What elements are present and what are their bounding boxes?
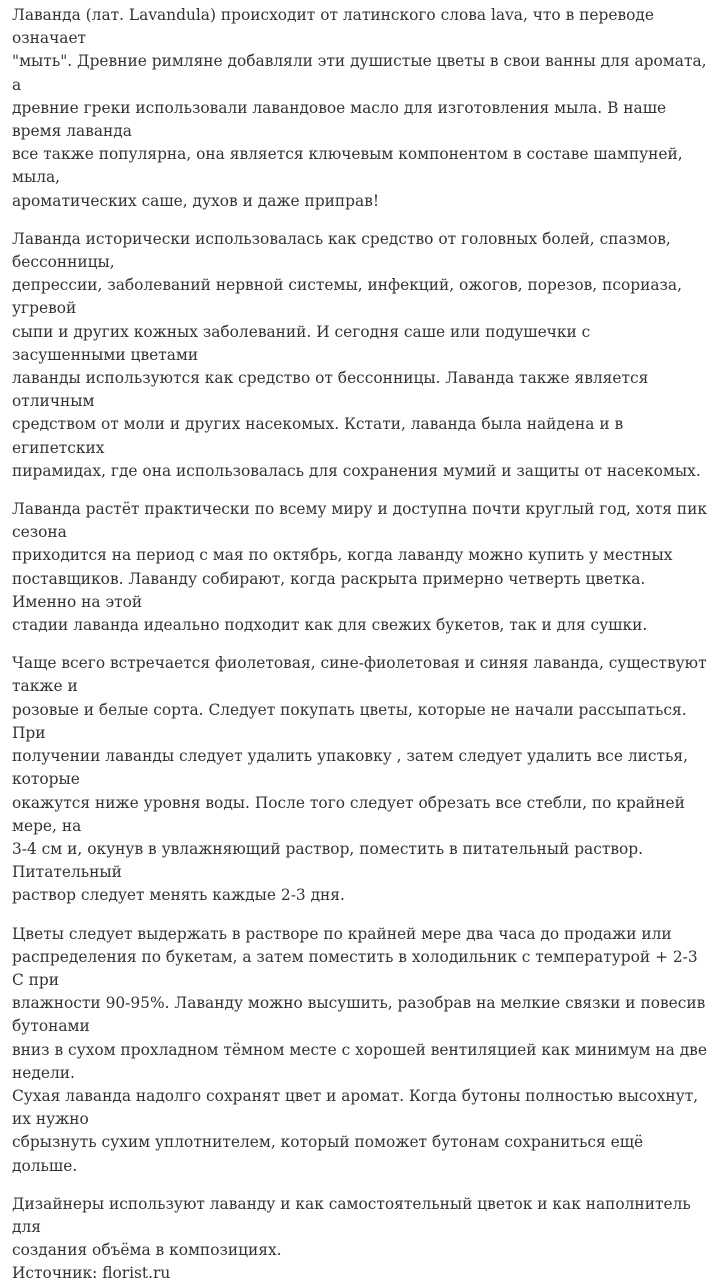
text-line: Чаще всего встречается фиолетовая, сине-фиолетовая и синяя лаванда, существуют также и	[12, 654, 707, 696]
paragraph-designers	[12, 1193, 708, 1263]
text-line: все также популярна, она является ключевым компонентом в составе шампуней, мыла,	[12, 145, 683, 187]
text-line: Дизайнеры используют лаванду и как самостоятельный цветок и как наполнитель для	[12, 1194, 691, 1236]
text-line: Лаванда (лат. Lavandula) происходит от латинского слова lava, что в переводе означает	[12, 6, 654, 48]
text-line: лаванды используются как средство от бессонницы. Лаванда также является отличным	[12, 369, 649, 411]
text-line: окажутся ниже уровня воды. После того следует обрезать все стебли, по крайней мере, на	[12, 793, 685, 835]
text-line: древние греки использовали лавандовое масло для изготовления мыла. В наше время лаванда	[12, 98, 667, 141]
text-line: распределения по букетам, а затем поместить в холодильник с температурой + 2-3 С при	[12, 947, 698, 989]
text-line: сыпи и других кожных заболеваний. И сегодня саше или подушечки с засушенными цветами	[12, 322, 591, 364]
text-line: розовые и белые сорта. Следует покупать цветы, которые не начали рассыпаться. При	[12, 700, 687, 742]
text-line: депрессии, заболеваний нервной системы, инфекций, ожогов, порезов, псориаза, угревой	[12, 276, 682, 318]
text-line: вниз в сухом прохладном тёмном месте с хорошей вентиляцией как минимум на две недели.	[12, 1040, 707, 1082]
text-line: поставщиков. Лаванду собирают, когда раскрыта примерно четверть цветка. Именно на этой	[12, 569, 646, 611]
text-line: получении лаванды следует удалить упаковку , затем следует удалить все листья, которые	[12, 747, 689, 789]
paragraph-care	[12, 652, 708, 907]
text-line: средством от моли и других насекомых. Кстати, лаванда была найдена и в египетских	[12, 415, 624, 457]
text-line: сбрызнуть сухим уплотнителем, который поможет бутонам сохраниться ещё дольше.	[12, 1133, 644, 1175]
text-line: Лаванда исторически использовалась как средство от головных болей, спазмов, бессонницы,	[12, 229, 671, 272]
text-line: "мыть". Древние римляне добавляли эти душистые цветы в свои ванны для аромата, а	[12, 52, 707, 94]
text-line: влажности 90-95%. Лаванду можно высушить, разобрав на мелкие связки и повесив бутонами	[12, 994, 706, 1036]
paragraph-storage	[12, 923, 708, 1178]
text-line: Сухая лаванда надолго сохранят цвет и аромат. Когда бутоны полностью высохнут, их нужно	[12, 1086, 699, 1129]
text-line: ароматических саше, духов и даже приправ!	[12, 191, 380, 210]
text-line: создания объёма в композициях.	[12, 1241, 282, 1260]
source-credit: Источник: florist.ru	[12, 1264, 171, 1283]
text-line: Цветы следует выдержать в растворе по крайней мере два часа до продажи или	[12, 924, 672, 943]
text-line: стадии лаванда идеально подходит как для свежих букетов, так и для сушки.	[12, 616, 648, 635]
text-line: раствор следует менять каждые 2-3 дня.	[12, 886, 345, 905]
text-line: 3-4 см и, окунув в увлажняющий раствор, поместить в питательный раствор. Питательный	[12, 839, 644, 882]
text-line: Лаванда растёт практически по всему миру и доступна почти круглый год, хотя пик сезона	[12, 500, 708, 542]
text-line: приходится на период с мая по октябрь, когда лаванду можно купить у местных	[12, 546, 673, 565]
paragraph-origin	[12, 4, 708, 213]
text-line: пирамидах, где она использовалась для сохранения мумий и защиты от насекомых.	[12, 461, 701, 480]
paragraph-history	[12, 228, 708, 483]
paragraph-season	[12, 498, 708, 637]
